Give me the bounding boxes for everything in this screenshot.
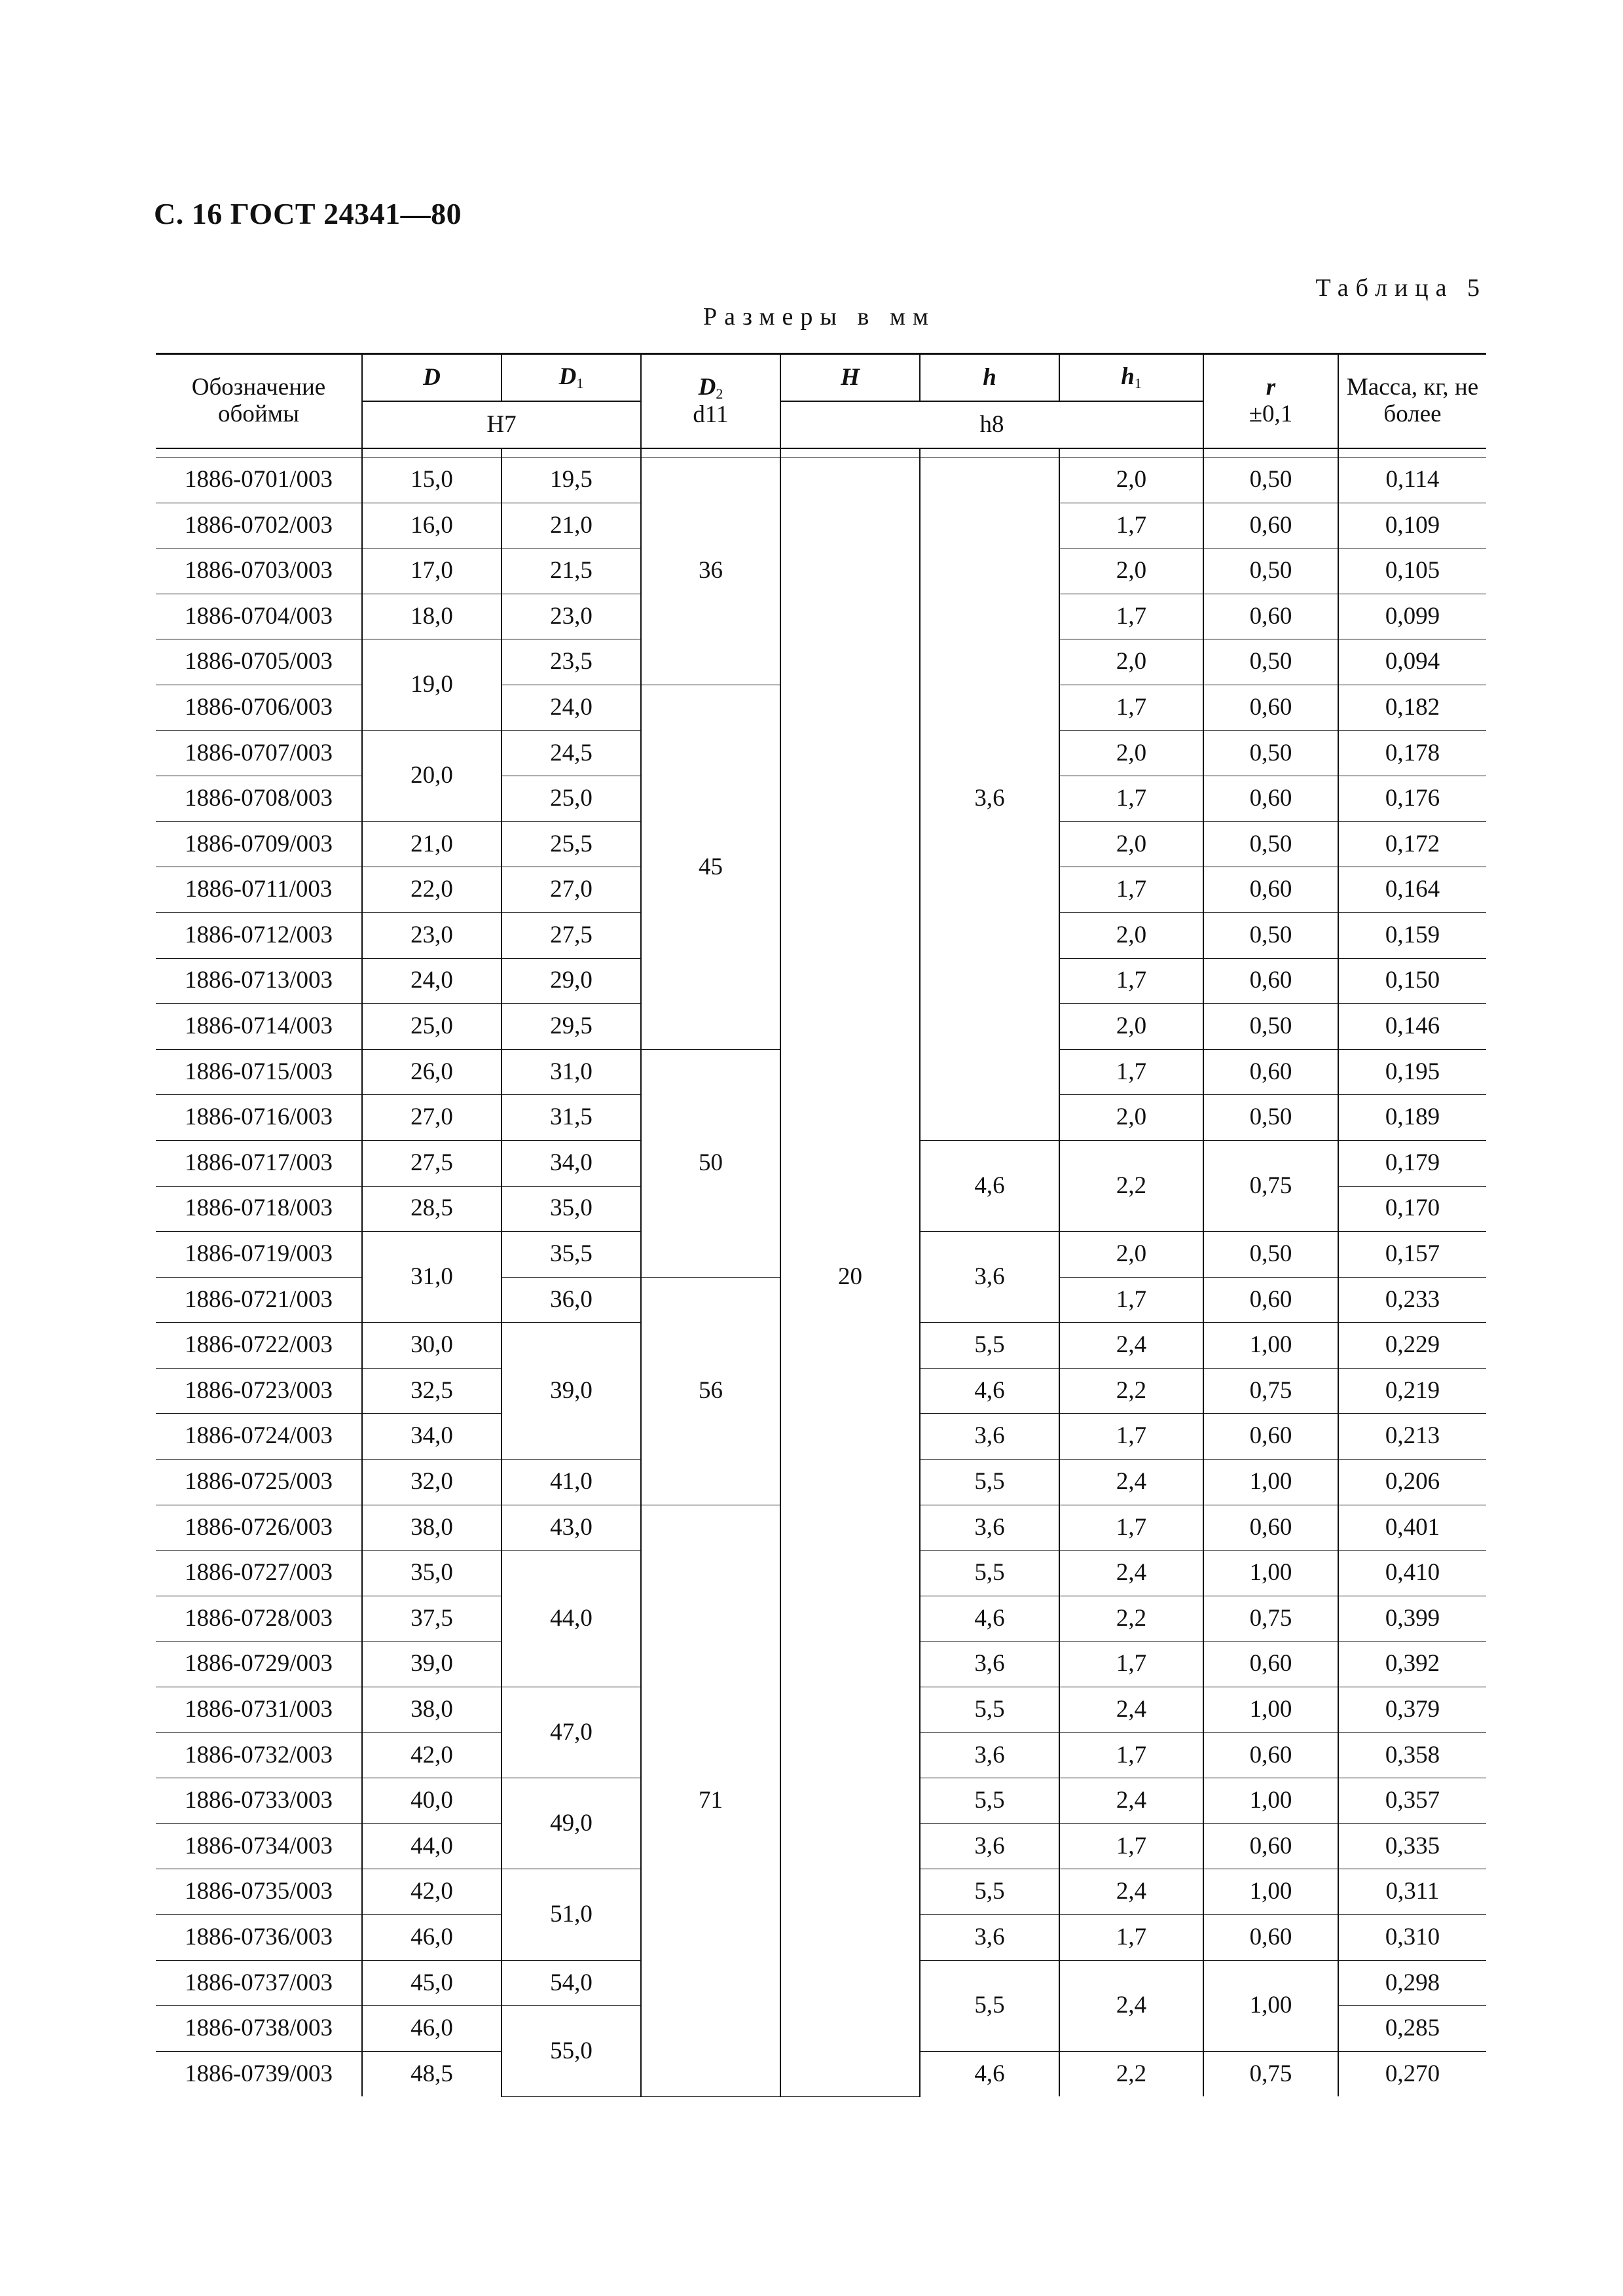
header-D1: D1 <box>501 354 641 402</box>
cell-h: 5,5 <box>920 1960 1059 2051</box>
cell-designation: 1886-0727/003 <box>156 1551 362 1596</box>
cell-d1: 35,5 <box>501 1232 641 1278</box>
cell-designation: 1886-0719/003 <box>156 1232 362 1278</box>
cell-d1: 35,0 <box>501 1186 641 1232</box>
cell-d: 35,0 <box>362 1551 501 1596</box>
cell-designation: 1886-0709/003 <box>156 821 362 867</box>
cell-d1: 31,0 <box>501 1049 641 1095</box>
cell-d1: 21,5 <box>501 548 641 594</box>
cell-h: 5,5 <box>920 1460 1059 1505</box>
cell-h1: 1,7 <box>1059 594 1203 639</box>
header-D: D <box>362 354 501 402</box>
cell-h: 3,6 <box>920 1414 1059 1460</box>
cell-d: 17,0 <box>362 548 501 594</box>
cell-mass: 0,392 <box>1338 1641 1486 1687</box>
cell-r: 0,60 <box>1203 503 1338 548</box>
cell-r: 0,60 <box>1203 1414 1338 1460</box>
cell-designation: 1886-0707/003 <box>156 730 362 776</box>
cell-d1: 23,5 <box>501 639 641 685</box>
cell-designation: 1886-0701/003 <box>156 457 362 503</box>
cell-mass: 0,399 <box>1338 1596 1486 1641</box>
cell-h1: 2,0 <box>1059 821 1203 867</box>
cell-r: 0,50 <box>1203 639 1338 685</box>
cell-d: 40,0 <box>362 1778 501 1824</box>
cell-mass: 0,094 <box>1338 639 1486 685</box>
cell-d: 42,0 <box>362 1732 501 1778</box>
cell-designation: 1886-0736/003 <box>156 1915 362 1961</box>
cell-h: 4,6 <box>920 1368 1059 1414</box>
cell-d: 27,5 <box>362 1140 501 1186</box>
cell-r: 0,50 <box>1203 548 1338 594</box>
cell-d1: 27,0 <box>501 867 641 913</box>
cell-mass: 0,401 <box>1338 1505 1486 1551</box>
cell-r: 0,60 <box>1203 1641 1338 1687</box>
cell-h1: 2,0 <box>1059 1004 1203 1050</box>
cell-designation: 1886-0731/003 <box>156 1687 362 1733</box>
cell-mass: 0,172 <box>1338 821 1486 867</box>
cell-h1: 1,7 <box>1059 1414 1203 1460</box>
cell-d1: 25,0 <box>501 776 641 822</box>
cell-h: 5,5 <box>920 1687 1059 1733</box>
table-label: Таблица 5 <box>1315 274 1487 302</box>
cell-r: 0,75 <box>1203 1368 1338 1414</box>
cell-d: 24,0 <box>362 958 501 1004</box>
cell-r: 0,60 <box>1203 1505 1338 1551</box>
table-row <box>156 457 1486 503</box>
header-designation: Обозначение обоймы <box>156 354 362 449</box>
cell-mass: 0,109 <box>1338 503 1486 548</box>
cell-designation: 1886-0739/003 <box>156 2051 362 2096</box>
cell-r: 0,50 <box>1203 821 1338 867</box>
cell-designation: 1886-0732/003 <box>156 1732 362 1778</box>
cell-designation: 1886-0718/003 <box>156 1186 362 1232</box>
cell-h1: 2,0 <box>1059 548 1203 594</box>
cell-h1: 1,7 <box>1059 1277 1203 1323</box>
cell-r: 0,50 <box>1203 1095 1338 1141</box>
cell-designation: 1886-0714/003 <box>156 1004 362 1050</box>
cell-mass: 0,285 <box>1338 2006 1486 2052</box>
cell-r: 1,00 <box>1203 1323 1338 1369</box>
cell-designation: 1886-0728/003 <box>156 1596 362 1641</box>
cell-mass: 0,219 <box>1338 1368 1486 1414</box>
cell-d: 15,0 <box>362 457 501 503</box>
cell-designation: 1886-0733/003 <box>156 1778 362 1824</box>
cell-d1: 31,5 <box>501 1095 641 1141</box>
cell-h: 3,6 <box>920 1823 1059 1869</box>
cell-d: 45,0 <box>362 1960 501 2006</box>
cell-h1: 2,4 <box>1059 1687 1203 1733</box>
cell-mass: 0,229 <box>1338 1323 1486 1369</box>
header-h1: h1 <box>1059 354 1203 402</box>
cell-d1: 29,0 <box>501 958 641 1004</box>
cell-h1: 2,2 <box>1059 2051 1203 2096</box>
cell-h1: 1,7 <box>1059 1641 1203 1687</box>
cell-d1: 25,5 <box>501 821 641 867</box>
cell-d: 20,0 <box>362 730 501 821</box>
cell-h: 4,6 <box>920 1596 1059 1641</box>
cell-h: 3,6 <box>920 1641 1059 1687</box>
cell-mass: 0,311 <box>1338 1869 1486 1915</box>
cell-h1: 2,2 <box>1059 1368 1203 1414</box>
cell-designation: 1886-0706/003 <box>156 685 362 730</box>
cell-r: 1,00 <box>1203 1687 1338 1733</box>
cell-d: 34,0 <box>362 1414 501 1460</box>
cell-designation: 1886-0735/003 <box>156 1869 362 1915</box>
cell-d1: 23,0 <box>501 594 641 639</box>
cell-d: 31,0 <box>362 1232 501 1323</box>
cell-mass: 0,178 <box>1338 730 1486 776</box>
cell-d1: 55,0 <box>501 2006 641 2097</box>
cell-designation: 1886-0725/003 <box>156 1460 362 1505</box>
cell-designation: 1886-0713/003 <box>156 958 362 1004</box>
cell-h: 3,6 <box>920 1505 1059 1551</box>
cell-mass: 0,170 <box>1338 1186 1486 1232</box>
cell-designation: 1886-0711/003 <box>156 867 362 913</box>
cell-h1: 1,7 <box>1059 1049 1203 1095</box>
cell-r: 0,60 <box>1203 594 1338 639</box>
cell-h1: 2,0 <box>1059 730 1203 776</box>
cell-h1: 1,7 <box>1059 1505 1203 1551</box>
header-D2: D2 d11 <box>641 354 780 449</box>
cell-h: 4,6 <box>920 1140 1059 1231</box>
cell-d1: 54,0 <box>501 1960 641 2006</box>
cell-d: 38,0 <box>362 1687 501 1733</box>
cell-r: 0,60 <box>1203 1915 1338 1961</box>
cell-d1: 27,5 <box>501 912 641 958</box>
table-body <box>156 448 1486 2096</box>
cell-designation: 1886-0717/003 <box>156 1140 362 1186</box>
cell-h: 5,5 <box>920 1323 1059 1369</box>
cell-d1: 41,0 <box>501 1460 641 1505</box>
cell-designation: 1886-0724/003 <box>156 1414 362 1460</box>
cell-designation: 1886-0721/003 <box>156 1277 362 1323</box>
cell-d1: 47,0 <box>501 1687 641 1778</box>
header-r: r ±0,1 <box>1203 354 1338 449</box>
cell-designation: 1886-0723/003 <box>156 1368 362 1414</box>
cell-mass: 0,189 <box>1338 1095 1486 1141</box>
cell-h1: 2,0 <box>1059 639 1203 685</box>
cell-designation: 1886-0737/003 <box>156 1960 362 2006</box>
cell-h1: 1,7 <box>1059 685 1203 730</box>
cell-mass: 0,195 <box>1338 1049 1486 1095</box>
header-spacer-row <box>156 448 1486 457</box>
cell-h1: 2,0 <box>1059 1095 1203 1141</box>
cell-d: 19,0 <box>362 639 501 730</box>
cell-h: 20 <box>780 457 920 2097</box>
cell-h: 3,6 <box>920 1232 1059 1323</box>
cell-r: 0,60 <box>1203 1823 1338 1869</box>
cell-h: 5,5 <box>920 1869 1059 1915</box>
cell-designation: 1886-0734/003 <box>156 1823 362 1869</box>
cell-mass: 0,358 <box>1338 1732 1486 1778</box>
cell-r: 0,60 <box>1203 1732 1338 1778</box>
cell-d: 32,0 <box>362 1460 501 1505</box>
cell-h1: 1,7 <box>1059 1732 1203 1778</box>
cell-h: 5,5 <box>920 1551 1059 1596</box>
cell-d: 25,0 <box>362 1004 501 1050</box>
cell-h: 3,6 <box>920 1915 1059 1961</box>
cell-d2: 36 <box>641 457 780 685</box>
cell-r: 0,60 <box>1203 776 1338 822</box>
cell-d: 21,0 <box>362 821 501 867</box>
cell-d: 28,5 <box>362 1186 501 1232</box>
cell-d: 23,0 <box>362 912 501 958</box>
cell-h: 3,6 <box>920 1732 1059 1778</box>
cell-r: 0,75 <box>1203 1596 1338 1641</box>
cell-d1: 21,0 <box>501 503 641 548</box>
cell-d1: 24,0 <box>501 685 641 730</box>
cell-r: 1,00 <box>1203 1551 1338 1596</box>
cell-d1: 19,5 <box>501 457 641 503</box>
cell-designation: 1886-0712/003 <box>156 912 362 958</box>
cell-mass: 0,099 <box>1338 594 1486 639</box>
header-mass: Масса, кг, не более <box>1338 354 1486 449</box>
cell-h1: 2,0 <box>1059 457 1203 503</box>
cell-d1: 49,0 <box>501 1778 641 1869</box>
cell-mass: 0,176 <box>1338 776 1486 822</box>
cell-r: 0,60 <box>1203 1049 1338 1095</box>
cell-designation: 1886-0729/003 <box>156 1641 362 1687</box>
cell-h1: 1,7 <box>1059 958 1203 1004</box>
cell-h1: 2,4 <box>1059 1778 1203 1824</box>
cell-mass: 0,270 <box>1338 2051 1486 2096</box>
cell-mass: 0,114 <box>1338 457 1486 503</box>
cell-designation: 1886-0716/003 <box>156 1095 362 1141</box>
cell-d1: 36,0 <box>501 1277 641 1323</box>
cell-h1: 1,7 <box>1059 1915 1203 1961</box>
cell-d1: 51,0 <box>501 1869 641 1960</box>
cell-h1: 2,2 <box>1059 1596 1203 1641</box>
cell-r: 0,75 <box>1203 2051 1338 2096</box>
dimensions-table <box>156 353 1486 2097</box>
cell-mass: 0,182 <box>1338 685 1486 730</box>
cell-d2: 56 <box>641 1277 780 1505</box>
cell-designation: 1886-0715/003 <box>156 1049 362 1095</box>
cell-h1: 1,7 <box>1059 776 1203 822</box>
cell-r: 0,60 <box>1203 1277 1338 1323</box>
cell-h: 5,5 <box>920 1778 1059 1824</box>
cell-d: 26,0 <box>362 1049 501 1095</box>
cell-h1: 2,0 <box>1059 1232 1203 1278</box>
cell-d1: 34,0 <box>501 1140 641 1186</box>
cell-d: 32,5 <box>362 1368 501 1414</box>
cell-designation: 1886-0702/003 <box>156 503 362 548</box>
cell-designation: 1886-0704/003 <box>156 594 362 639</box>
cell-r: 1,00 <box>1203 1960 1338 2051</box>
cell-r: 0,50 <box>1203 730 1338 776</box>
cell-h1: 2,4 <box>1059 1323 1203 1369</box>
header-tolerance-H7: H7 <box>362 401 641 448</box>
cell-r: 0,50 <box>1203 1004 1338 1050</box>
cell-mass: 0,179 <box>1338 1140 1486 1186</box>
cell-mass: 0,310 <box>1338 1915 1486 1961</box>
cell-h: 3,6 <box>920 457 1059 1141</box>
cell-mass: 0,164 <box>1338 867 1486 913</box>
cell-mass: 0,150 <box>1338 958 1486 1004</box>
cell-d: 44,0 <box>362 1823 501 1869</box>
cell-mass: 0,213 <box>1338 1414 1486 1460</box>
header-tolerance-h8: h8 <box>780 401 1203 448</box>
cell-r: 0,75 <box>1203 1140 1338 1231</box>
cell-mass: 0,157 <box>1338 1232 1486 1278</box>
cell-d: 48,5 <box>362 2051 501 2096</box>
cell-d: 37,5 <box>362 1596 501 1641</box>
cell-d: 16,0 <box>362 503 501 548</box>
cell-mass: 0,159 <box>1338 912 1486 958</box>
cell-mass: 0,105 <box>1338 548 1486 594</box>
cell-mass: 0,206 <box>1338 1460 1486 1505</box>
cell-h1: 1,7 <box>1059 1823 1203 1869</box>
cell-designation: 1886-0726/003 <box>156 1505 362 1551</box>
cell-designation: 1886-0722/003 <box>156 1323 362 1369</box>
cell-mass: 0,410 <box>1338 1551 1486 1596</box>
cell-r: 1,00 <box>1203 1778 1338 1824</box>
cell-r: 0,50 <box>1203 1232 1338 1278</box>
cell-d: 42,0 <box>362 1869 501 1915</box>
cell-d1: 44,0 <box>501 1551 641 1687</box>
header-r-tolerance: ±0,1 <box>1249 401 1293 427</box>
cell-h: 4,6 <box>920 2051 1059 2096</box>
cell-h1: 1,7 <box>1059 867 1203 913</box>
cell-mass: 0,146 <box>1338 1004 1486 1050</box>
cell-d2: 71 <box>641 1505 780 2096</box>
cell-designation: 1886-0708/003 <box>156 776 362 822</box>
cell-r: 0,50 <box>1203 457 1338 503</box>
cell-d: 38,0 <box>362 1505 501 1551</box>
cell-r: 1,00 <box>1203 1460 1338 1505</box>
cell-h1: 2,0 <box>1059 912 1203 958</box>
cell-designation: 1886-0705/003 <box>156 639 362 685</box>
cell-h1: 1,7 <box>1059 503 1203 548</box>
cell-d1: 43,0 <box>501 1505 641 1551</box>
page-header: С. 16 ГОСТ 24341—80 <box>154 197 462 230</box>
cell-r: 0,60 <box>1203 958 1338 1004</box>
cell-designation: 1886-0738/003 <box>156 2006 362 2052</box>
cell-d1: 29,5 <box>501 1004 641 1050</box>
cell-h1: 2,4 <box>1059 1960 1203 2051</box>
cell-d: 27,0 <box>362 1095 501 1141</box>
cell-designation: 1886-0703/003 <box>156 548 362 594</box>
cell-mass: 0,298 <box>1338 1960 1486 2006</box>
cell-d: 46,0 <box>362 2006 501 2052</box>
header-h: h <box>920 354 1059 402</box>
cell-h1: 2,4 <box>1059 1869 1203 1915</box>
cell-mass: 0,233 <box>1338 1277 1486 1323</box>
cell-d: 39,0 <box>362 1641 501 1687</box>
cell-d2: 50 <box>641 1049 780 1277</box>
header-D2-tolerance: d11 <box>693 401 729 428</box>
header-H: H <box>780 354 920 402</box>
cell-h1: 2,2 <box>1059 1140 1203 1231</box>
cell-r: 0,60 <box>1203 867 1338 913</box>
cell-d: 46,0 <box>362 1915 501 1961</box>
cell-h1: 2,4 <box>1059 1460 1203 1505</box>
cell-d2: 45 <box>641 685 780 1049</box>
cell-mass: 0,357 <box>1338 1778 1486 1824</box>
cell-h1: 2,4 <box>1059 1551 1203 1596</box>
cell-r: 1,00 <box>1203 1869 1338 1915</box>
cell-mass: 0,335 <box>1338 1823 1486 1869</box>
cell-mass: 0,379 <box>1338 1687 1486 1733</box>
cell-d1: 24,5 <box>501 730 641 776</box>
units-caption: Размеры в мм <box>703 303 936 331</box>
cell-d: 18,0 <box>362 594 501 639</box>
cell-d: 30,0 <box>362 1323 501 1369</box>
cell-r: 0,50 <box>1203 912 1338 958</box>
cell-d1: 39,0 <box>501 1323 641 1460</box>
cell-r: 0,60 <box>1203 685 1338 730</box>
cell-d: 22,0 <box>362 867 501 913</box>
